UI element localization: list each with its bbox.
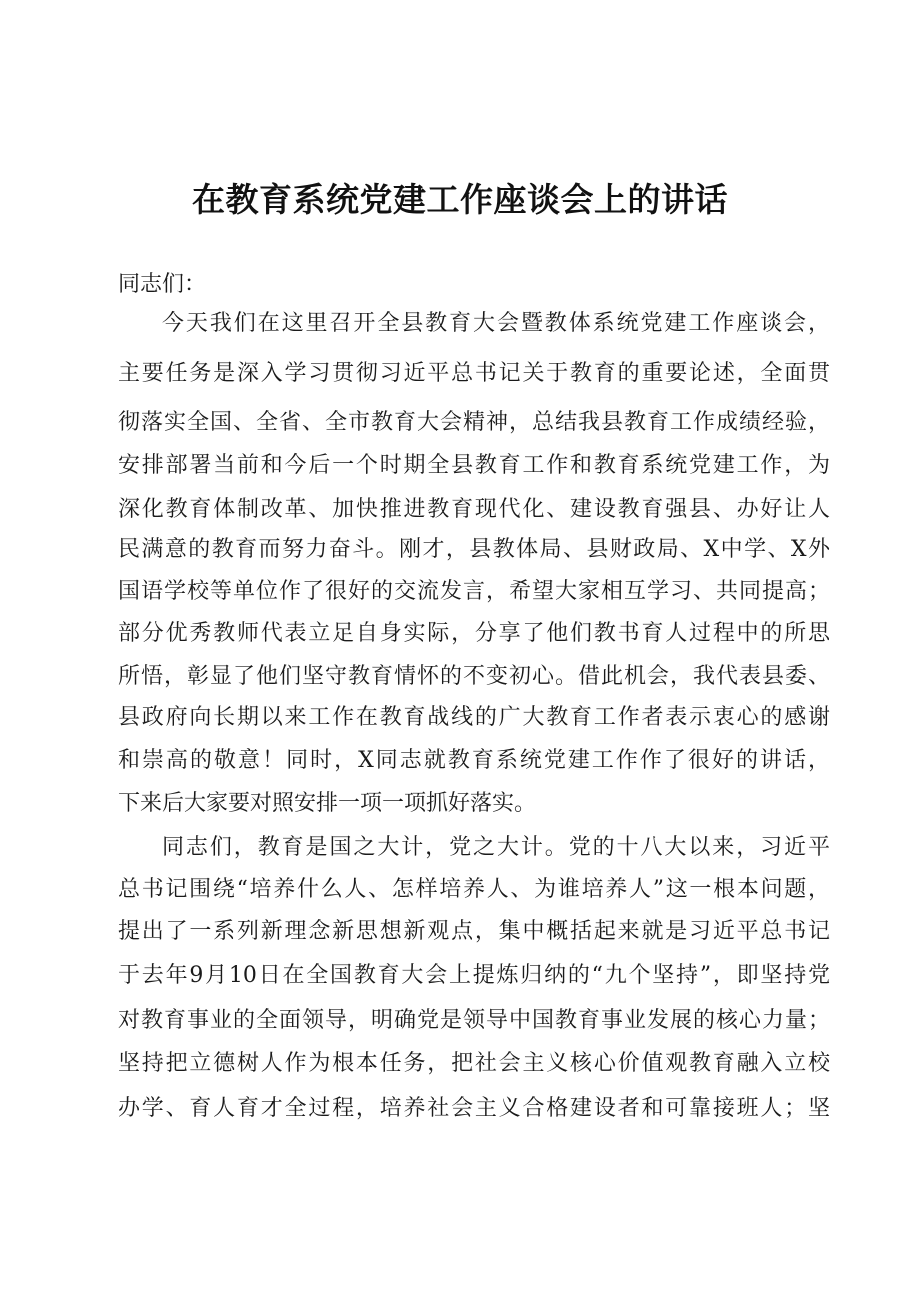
paragraph-2-line: 提出了一系列新理念新思想新观点，集中概括起来就是习近平总书记 [118,919,830,944]
paragraph-1-line: 下来后大家要对照安排一项一项抓好落实。 [118,791,537,816]
paragraph-2-line: 同志们，教育是国之大计，党之大计。党的十八大以来，习近平 [162,835,830,860]
paragraph-1-line: 县政府向长期以来工作在教育战线的广大教育工作者表示衷心的感谢 [118,705,830,730]
greeting: 同志们： [118,272,207,297]
paragraph-1-line: 所悟，彰显了他们坚守教育情怀的不变初心。借此机会，我代表县委、 [118,664,830,689]
document-title: 在教育系统党建工作座谈会上的讲话 [192,180,728,219]
paragraph-1-line: 主要任务是深入学习贯彻习近平总书记关于教育的重要论述，全面贯 [118,361,830,386]
paragraph-1-line: 国语学校等单位作了很好的交流发言，希望大家相互学习、共同提高； [118,579,830,604]
paragraph-1-line: 今天我们在这里召开全县教育大会暨教体系统党建工作座谈会， [162,311,830,336]
paragraph-1-line: 民满意的教育而努力奋斗。刚才，县教体局、县财政局、X中学、X外 [118,537,830,562]
paragraph-1-line: 部分优秀教师代表立足自身实际，分享了他们教书育人过程中的所思 [118,621,830,646]
paragraph-1-line: 深化教育体制改革、加快推进教育现代化、建设教育强县、办好让人 [118,497,830,522]
paragraph-2-line: 对教育事业的全面领导，明确党是领导中国教育事业发展的核心力量； [118,1008,830,1033]
paragraph-2-line: 办学、育人育才全过程，培养社会主义合格建设者和可靠接班人；坚 [118,1096,830,1121]
paragraph-2-line: 于去年9月10日在全国教育大会上提炼归纳的“九个坚持”，即坚持党 [118,963,830,988]
paragraph-1-line: 安排部署当前和今后一个时期全县教育工作和教育系统党建工作，为 [118,453,830,478]
paragraph-2-line: 坚持把立德树人作为根本任务，把社会主义核心价值观教育融入立校 [118,1051,830,1076]
paragraph-2-line: 总书记围绕“培养什么人、怎样培养人、为谁培养人”这一根本问题， [118,877,830,902]
paragraph-1-line: 彻落实全国、全省、全市教育大会精神，总结我县教育工作成绩经验， [118,410,830,435]
paragraph-1-line: 和崇高的敬意！同时，X同志就教育系统党建工作作了很好的讲话， [118,748,830,773]
